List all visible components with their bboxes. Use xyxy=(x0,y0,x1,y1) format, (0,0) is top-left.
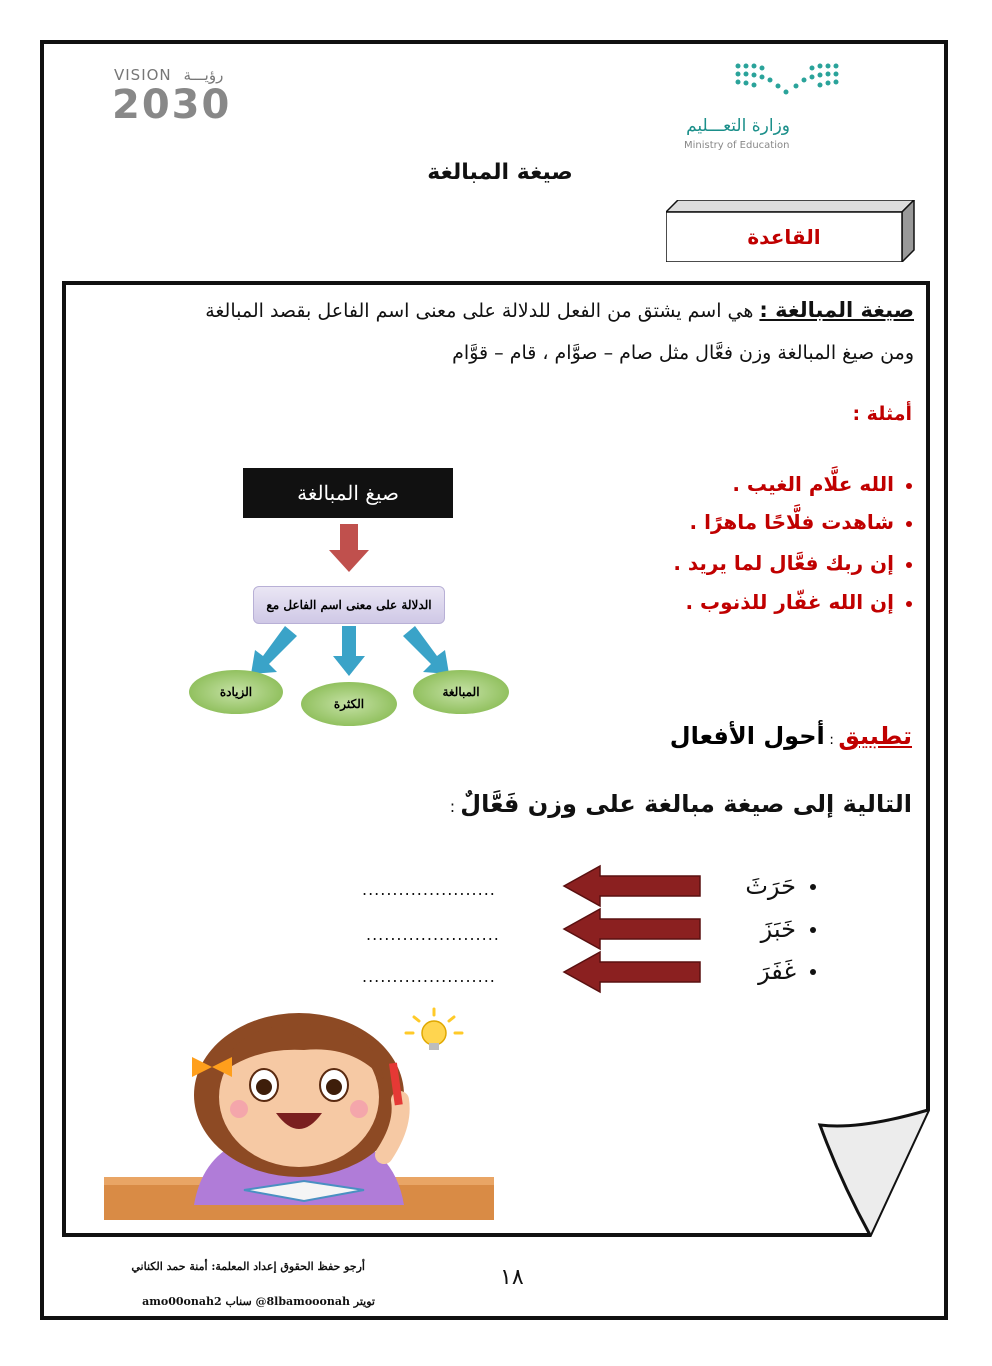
footer-credit: أرجو حفظ الحقوق إعداد المعلمة: أمنة حمد الكناني xyxy=(131,1260,365,1273)
diagram-middle: الدلالة على معنى اسم الفاعل مع xyxy=(253,586,445,624)
bullet-icon xyxy=(906,562,912,568)
example-text: إن ربك فعَّال لما يريد . xyxy=(673,551,894,575)
diagram-leaf: الزيادة xyxy=(189,670,283,714)
verb-item xyxy=(758,957,816,985)
example-text: إن الله غفّار للذنوب . xyxy=(685,590,894,614)
verb-item xyxy=(761,915,816,943)
down-arrow-icon xyxy=(329,524,369,574)
example-item xyxy=(673,551,912,575)
example-item xyxy=(686,590,913,614)
application-sep: : xyxy=(824,732,839,748)
bullet-icon xyxy=(810,884,816,890)
bullet-icon xyxy=(906,601,912,607)
application-title xyxy=(670,722,912,750)
lightbulb-icon xyxy=(406,1009,462,1050)
definition-text: هي اسم يشتق من الفعل للدلالة على معنى اسم الفاعل بقصد المبالغة xyxy=(205,300,760,322)
answer-blank[interactable]: ...................... xyxy=(362,880,496,899)
page-title: صيغة المبالغة xyxy=(427,160,573,185)
application-text-1: أحول الأفعال xyxy=(669,722,825,750)
bullet-icon xyxy=(810,927,816,933)
verb-word: حَرَثَ xyxy=(745,872,796,900)
girl-reading-illustration xyxy=(104,1005,504,1220)
bullet-icon xyxy=(810,969,816,975)
definition-term: صيغة المبالغة : xyxy=(759,298,914,322)
example-item xyxy=(690,510,912,534)
left-arrow-icon xyxy=(562,950,702,994)
bullet-icon xyxy=(906,521,912,527)
left-arrow-icon xyxy=(562,864,702,908)
left-arrow-icon xyxy=(562,907,702,951)
application-text-2: التالية إلى صيغة مبالغة على وزن فَعَّالٌ xyxy=(460,790,912,818)
example-text: الله علَّام الغيب . xyxy=(732,472,894,496)
bullet-icon xyxy=(906,483,912,489)
footer-social: تويتر 8lbamooonah@ سناب amo00onah2 xyxy=(142,1295,375,1308)
answer-blank[interactable]: ...................... xyxy=(366,925,500,944)
verb-word: خَبَزَ xyxy=(760,915,796,943)
definition-line-1 xyxy=(205,298,914,322)
application-line-2 xyxy=(450,790,912,818)
diagram-header: صيغ المبالغة xyxy=(243,468,453,518)
example-item xyxy=(732,472,912,496)
diagram-leaf: المبالغة xyxy=(413,670,509,714)
verb-word: غَفَرَ xyxy=(758,957,796,985)
diagram xyxy=(185,466,515,731)
ministry-english: Ministry of Education xyxy=(684,140,790,151)
ministry-arabic: وزارة التعـــليم xyxy=(686,116,790,136)
application-colon: : xyxy=(449,797,461,816)
definition-line-2: ومن صيغ المبالغة وزن فعَّال مثل صام – صوَّام ، قام – قوَّام xyxy=(452,342,914,364)
application-label: تطبيق xyxy=(838,722,912,750)
examples-label: أمثلة : xyxy=(852,403,912,425)
example-text: شاهدت فلَّاحًا ماهرًا . xyxy=(689,510,894,534)
vision-arabic: رؤيـــة xyxy=(183,66,224,84)
vision-text: VISION xyxy=(114,66,172,84)
answer-blank[interactable]: ...................... xyxy=(362,967,496,986)
diagram-leaf: الكثرة xyxy=(301,682,397,726)
page-number: ١٨ xyxy=(500,1265,524,1290)
verb-item xyxy=(745,872,816,900)
rule-label: القاعدة xyxy=(747,225,821,249)
vision-year: 2030 xyxy=(112,82,232,128)
